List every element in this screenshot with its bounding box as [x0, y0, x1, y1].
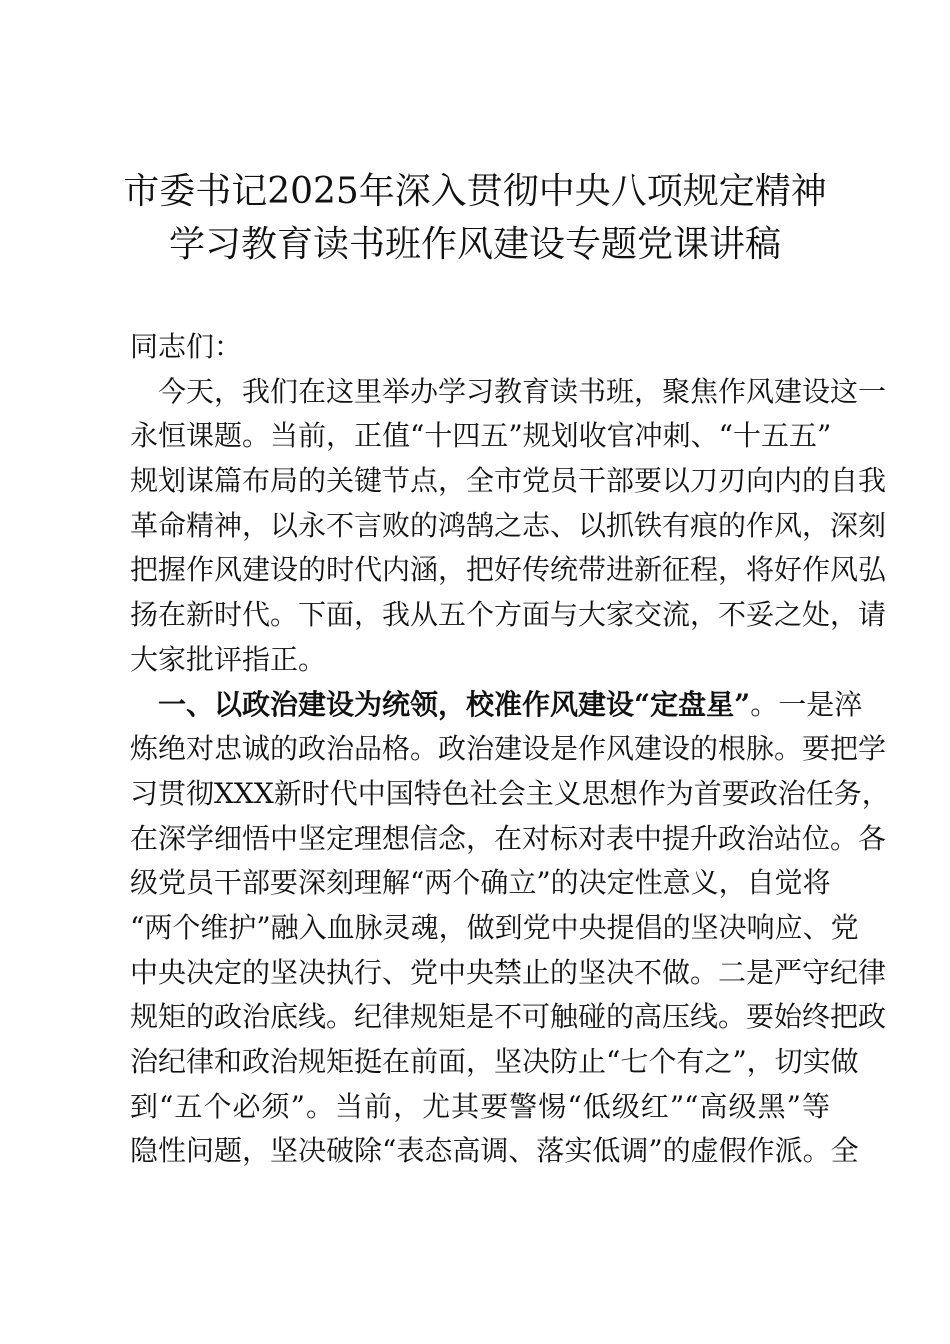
text-line: “两个维护”融入血脉灵魂，做到党中央提倡的坚决响应、党	[130, 910, 859, 944]
text-line: 大家批评指正。	[130, 642, 327, 676]
text-line: 规矩的政治底线。纪律规矩是不可触碰的高压线。要始终把政	[130, 1000, 887, 1034]
text-line: 习贯彻XXX新时代中国特色社会主义思想作为首要政治任务，	[130, 776, 890, 810]
text-line: 级党员干部要深刻理解“两个确立”的决定性意义，自觉将	[130, 866, 831, 900]
title-line-1: 市委书记2025年深入贯彻中央八项规定精神	[123, 171, 827, 212]
text-line: 到“五个必须”。当前，尤其要警惕“低级红”“高级黑”等	[130, 1089, 830, 1123]
paragraph-intro	[130, 370, 887, 683]
text-line: 永恒课题。当前，正值“十四五”规划收官冲刺、“十五五”	[130, 419, 832, 453]
text-line: 把握作风建设的时代内涵，把好传统带进新征程，将好作风弘	[130, 553, 887, 587]
title-line-2: 学习教育读书班作风建设专题党课讲稿	[168, 224, 781, 265]
text-line: 中央决定的坚决执行、党中央禁止的坚决不做。二是严守纪律	[130, 955, 887, 989]
text-line: 革命精神，以永不言败的鸿鹄之志、以抓铁有痕的作风，深刻	[130, 508, 887, 542]
text-line	[130, 683, 863, 728]
text-line: 隐性问题，坚决破除“表态高调、落实低调”的虚假作派。全	[130, 1134, 859, 1168]
text-line: 规划谋篇布局的关键节点，全市党员干部要以刀刃向内的自我	[130, 464, 887, 498]
paragraph-section-1	[130, 683, 890, 1175]
document-body	[130, 325, 890, 1174]
text-run: 。一是淬	[750, 687, 863, 721]
text-line: 治纪律和政治规矩挺在前面，坚决防止“七个有之”，切实做	[130, 1045, 859, 1078]
section-heading: 一、以政治建设为统领，校准作风建设“定盘星”	[158, 687, 751, 721]
salutation: 同志们：	[130, 330, 243, 363]
text-line: 在深学细悟中坚定理想信念，在对标对表中提升政治站位。各	[130, 821, 887, 855]
text-line: 扬在新时代。下面，我从五个方面与大家交流，不妥之处，请	[130, 598, 887, 632]
document-title	[120, 165, 830, 271]
text-line: 今天，我们在这里举办学习教育读书班，聚焦作风建设这一	[158, 374, 887, 408]
text-line: 炼绝对忠诚的政治品格。政治建设是作风建设的根脉。要把学	[130, 732, 887, 766]
